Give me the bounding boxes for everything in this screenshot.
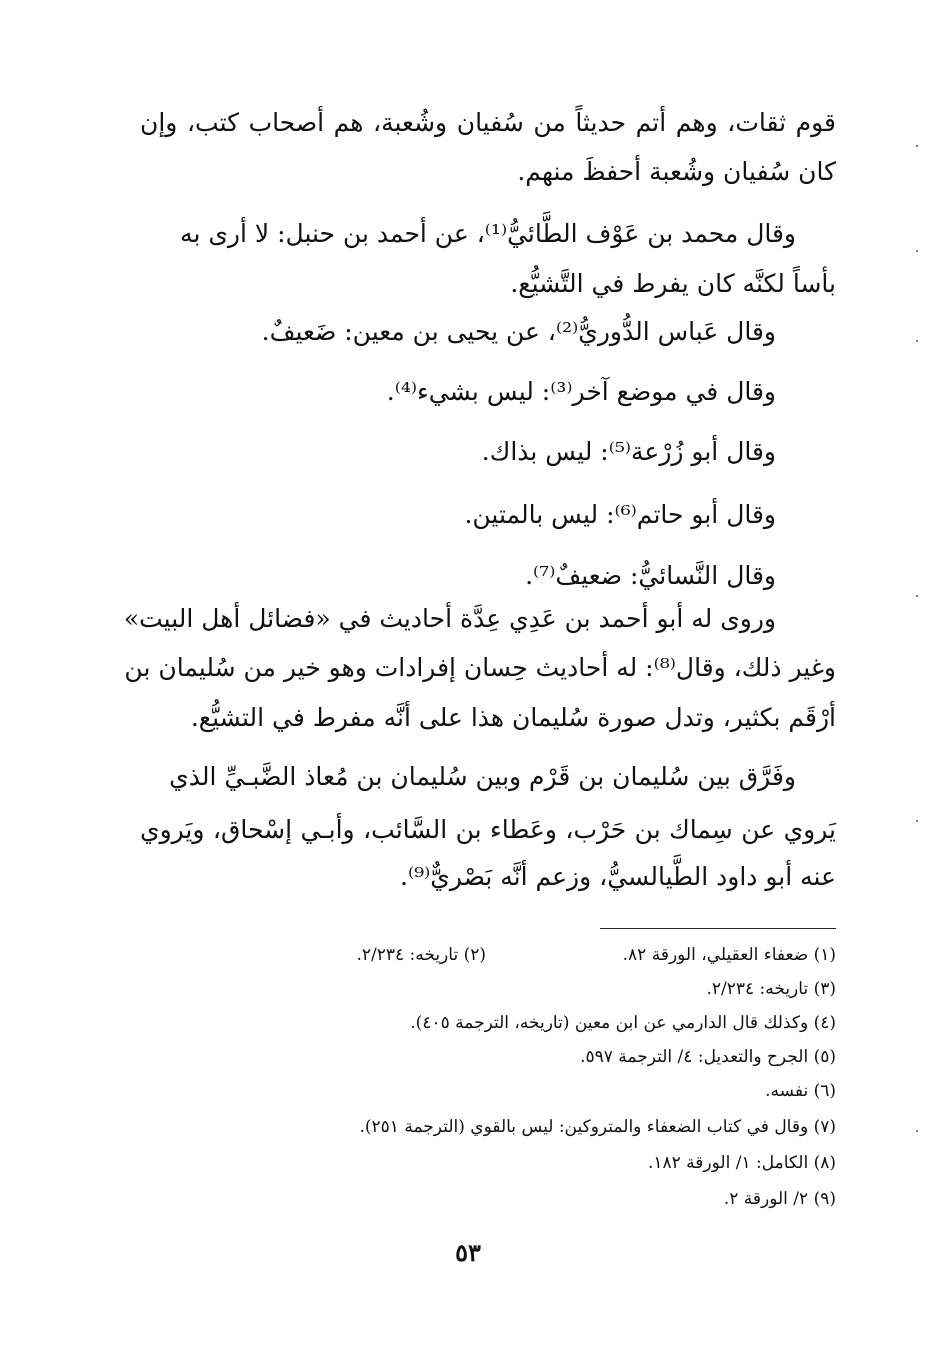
footnote: (٣) تاريخه: ٢/٢٣٤.: [706, 979, 836, 999]
body-line: وروى له أبو أحمد بن عَدِي عِدَّة أحاديث في «فضائل أهل البيت»: [123, 604, 776, 633]
body-line: وقال محمد بن عَوْف الطَّائيُّ⁽¹⁾، عن أحمد بن حنبل: لا أرى به: [180, 219, 796, 248]
footnote: (٦) نفسه.: [765, 1081, 836, 1101]
margin-mark: [916, 340, 918, 342]
body-line: قوم ثقات، وهم أتم حديثاً من سُفيان وشُعبة، هم أصحاب كتب، وإن: [140, 108, 836, 137]
body-line: أرْقَم بكثير، وتدل صورة سُليمان هذا على أنَّه مفرط في التشيُّع.: [190, 703, 836, 732]
body-line: وغير ذلك، وقال⁽⁸⁾: له أحاديث حِسان إفرادات وهو خير من سُليمان بن: [124, 653, 836, 682]
body-line: عنه أبو داود الطَّيالسيُّ، وزعم أنَّه بَصْريٌّ⁽⁹⁾.: [400, 862, 836, 891]
body-line: يَروي عن سِماك بن حَرْب، وعَطاء بن السَّائب، وأبـي إسْحاق، ويَروي: [140, 815, 836, 844]
margin-mark: [916, 820, 918, 822]
body-line: وقال النَّسائيُّ: ضعيفٌ⁽⁷⁾.: [525, 561, 776, 590]
footnote-separator: [600, 928, 836, 929]
footnote: (٢) تاريخه: ٢/٢٣٤.: [356, 945, 486, 965]
margin-mark: [916, 595, 918, 597]
margin-mark: [916, 145, 918, 147]
body-line: كان سُفيان وشُعبة أحفظَ منهم.: [517, 157, 836, 186]
footnote: (٨) الكامل: ١/ الورقة ١٨٢.: [647, 1153, 836, 1173]
body-line: وقال أبو زُرْعة⁽⁵⁾: ليس بذاك.: [481, 437, 776, 466]
footnote: (٩) ٢/ الورقة ٢.: [723, 1189, 836, 1209]
page-number: ٥٣: [455, 1238, 481, 1267]
footnote: (١) ضعفاء العقيلي، الورقة ٨٢.: [622, 945, 836, 965]
margin-mark: [916, 250, 918, 252]
body-line: وقال عَباس الدُّوريُّ⁽²⁾، عن يحيى بن معين: ضَعيفٌ.: [261, 317, 776, 346]
footnote: (٧) وقال في كتاب الضعفاء والمتروكين: ليس بالقوي (الترجمة ٢٥١).: [359, 1117, 836, 1137]
body-line: وقال أبو حاتم⁽⁶⁾: ليس بالمتين.: [464, 500, 776, 529]
body-line: بأساً لكنَّه كان يفرط في التَّشيُّع.: [510, 269, 836, 298]
body-line: وفَرَّق بين سُليمان بن قَرْم وبين سُليمان بن مُعاذ الضَّبـيِّ الذي: [169, 762, 796, 791]
margin-mark: [916, 1130, 918, 1132]
footnote: (٤) وكذلك قال الدارمي عن ابن معين (تاريخه، الترجمة ٤٠٥).: [410, 1013, 836, 1033]
body-line: وقال في موضع آخر⁽³⁾: ليس بشيء⁽⁴⁾.: [386, 377, 776, 406]
footnote: (٥) الجرح والتعديل: ٤/ الترجمة ٥٩٧.: [580, 1047, 836, 1067]
